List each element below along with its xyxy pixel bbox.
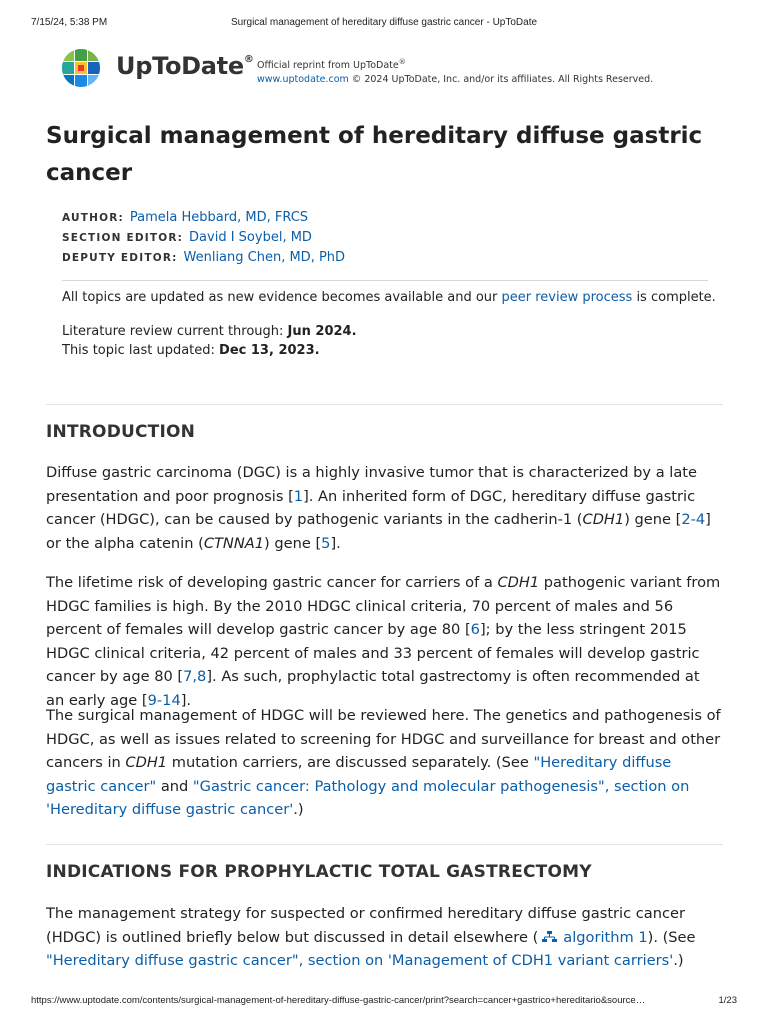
reference-link[interactable]: 1	[293, 487, 304, 505]
author-label: AUTHOR:	[62, 212, 124, 224]
review-dates	[62, 322, 357, 360]
uptodate-url-link[interactable]: www.uptodate.com	[257, 74, 349, 86]
update-notice: All topics are updated as new evidence becomes available and our peer review process is complete.	[62, 290, 716, 305]
author-link[interactable]: Pamela Hebbard, MD, FRCS	[129, 210, 309, 225]
reference-link[interactable]: 9-14	[147, 691, 181, 709]
page-number: 1/23	[718, 995, 737, 1006]
deputy-editor-link[interactable]: Wenliang Chen, MD, PhD	[183, 250, 346, 265]
algorithm-link[interactable]: algorithm 1	[563, 928, 648, 946]
intro-paragraph-2: The lifetime risk of developing gastric cancer for carriers of a CDH1 pathogenic variant from HDGC families is high. By the 2010 HDGC clinical criteria, 70 percent of males and 56 percent of females will develop gastric cancer by age 80 [6]; by the less stringent 2015 HDGC clinical criteria, 42 percent of males and 33 percent of females will develop gastric cancer by age 80 [7,8]. As such, prophylactic total gastrectomy is often recommended at an early age [9-14].	[46, 574, 721, 709]
section-divider	[46, 844, 723, 845]
reprint-notice: Official reprint from UpToDate® www.uptodate.com © 2024 UpToDate, Inc. and/or its affiliates. All Rights Reserved.	[257, 58, 654, 86]
print-datetime: 7/15/24, 5:38 PM	[31, 17, 108, 28]
reference-link[interactable]: 2-4	[681, 511, 706, 529]
brand-wordmark: UpToDate®	[116, 52, 254, 80]
byline-divider	[62, 280, 708, 281]
peer-review-link[interactable]: peer review process	[501, 290, 633, 305]
print-doc-title: Surgical management of hereditary diffuse gastric cancer - UpToDate	[230, 17, 538, 28]
reference-link[interactable]: 6	[470, 621, 480, 639]
topic-link[interactable]: "Gastric cancer: Pathology and molecular pathogenesis", section on 'Hereditary diffuse gastric cancer'	[46, 777, 690, 819]
section-editor-label: SECTION EDITOR:	[62, 232, 184, 244]
reference-link[interactable]: 7,8	[183, 668, 207, 686]
section-heading-indications: INDICATIONS FOR PROPHYLACTIC TOTAL GASTRECTOMY	[46, 862, 592, 882]
intro-paragraph-3: The surgical management of HDGC will be reviewed here. The genetics and pathogenesis of HDGC, as well as issues related to screening for HDGC and surveillance for breast and other cancers in CDH1 mutation carriers, are discussed separately. (See "Hereditary diffuse gastric cancer" and "Gastric cancer: Pathology and molecular pathogenesis", section on 'Hereditary diffuse gastric cancer'.)	[46, 707, 721, 819]
reprint-line: Official reprint from UpToDate	[257, 60, 399, 72]
lit-review-date: Jun 2024.	[287, 324, 357, 339]
section-editor-link[interactable]: David I Soybel, MD	[189, 230, 312, 245]
deputy-editor-label: DEPUTY EDITOR:	[62, 252, 178, 264]
section-divider	[46, 404, 723, 405]
last-updated-date: Dec 13, 2023.	[219, 343, 320, 358]
byline	[62, 208, 345, 268]
intro-paragraph-1: Diffuse gastric carcinoma (DGC) is a highly invasive tumor that is characterized by a late presentation and poor prognosis [1]. An inherited form of DGC, hereditary diffuse gastric cancer (HDGC), can be caused by pathogenic variants in the cadherin-1 (CDH1) gene [2-4] or the alpha catenin (CTNNA1) gene [5].	[46, 464, 711, 552]
page-title: Surgical management of hereditary diffuse gastric cancer	[46, 123, 703, 186]
indications-paragraph-1: The management strategy for suspected or confirmed hereditary diffuse gastric cancer (HDGC) is outlined briefly below but discussed in detail elsewhere ( algorithm 1). (See "Hereditary diffuse gastric cancer", section on 'Management of CDH1 variant carriers'.)	[46, 905, 696, 970]
print-header	[31, 17, 737, 31]
section-heading-introduction: INTRODUCTION	[46, 422, 196, 442]
print-url: https://www.uptodate.com/contents/surgical-management-of-hereditary-diffuse-gastric-cancer/print?search=cancer+gastrico+hereditario&source…	[31, 995, 646, 1006]
reference-link[interactable]: 5	[321, 534, 331, 552]
topic-link[interactable]: "Hereditary diffuse gastric cancer"	[46, 754, 672, 795]
uptodate-logo-icon	[61, 48, 101, 88]
lit-review-label: Literature review current through:	[62, 324, 288, 339]
print-footer	[31, 995, 737, 1009]
copyright-text: © 2024 UpToDate, Inc. and/or its affiliates. All Rights Reserved.	[348, 74, 654, 86]
algorithm-icon	[542, 931, 557, 943]
last-updated-label: This topic last updated:	[62, 343, 220, 358]
topic-link[interactable]: "Hereditary diffuse gastric cancer", section on 'Management of CDH1 variant carriers'	[46, 952, 674, 970]
